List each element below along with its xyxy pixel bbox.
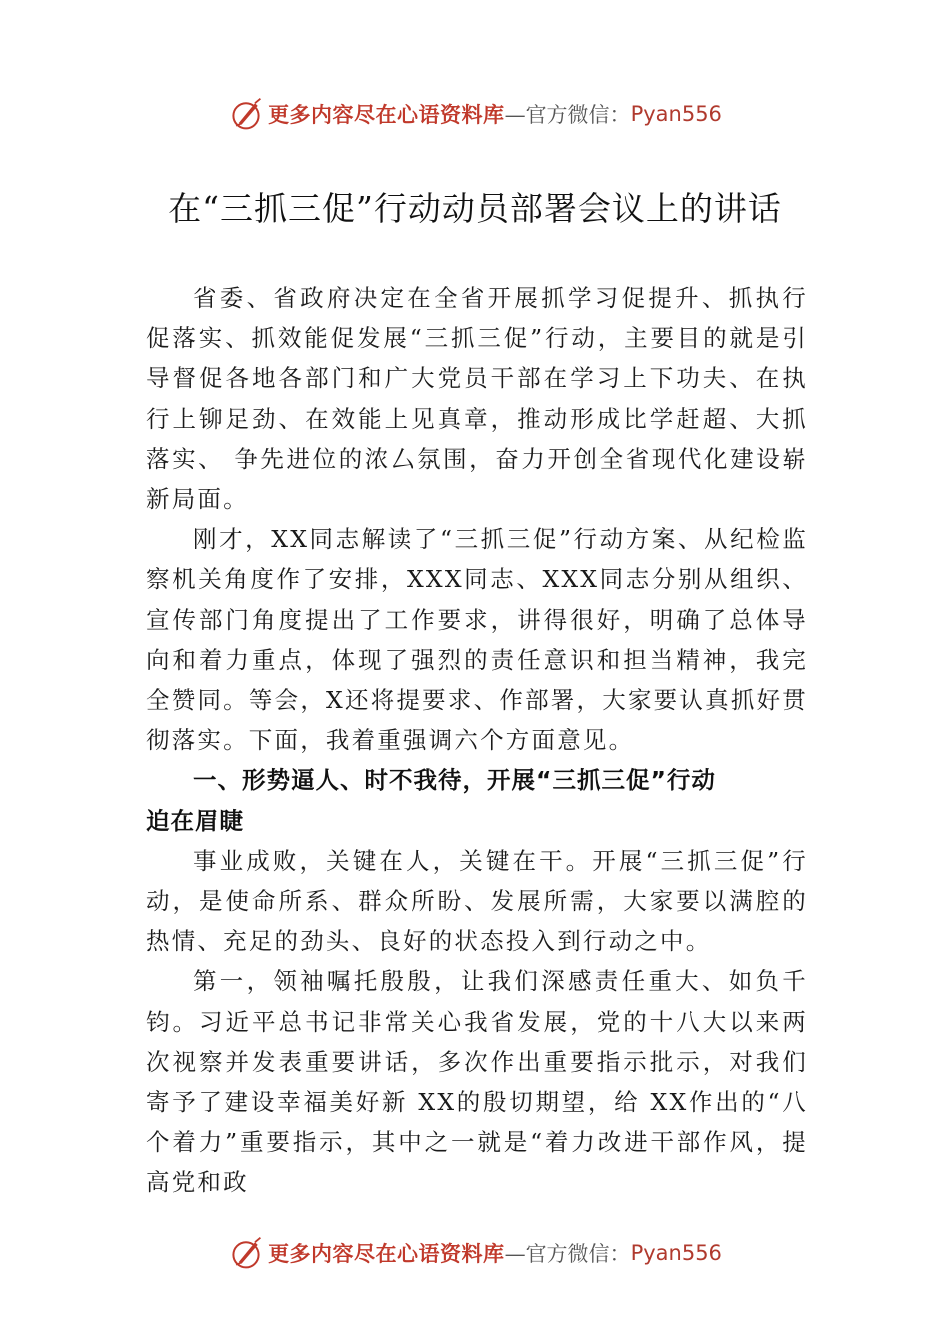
quill-pen-logo-icon [228,96,264,132]
document-body [146,278,808,1203]
watermark-wechat-id: Pyan556 [630,102,722,126]
document-title: 在“三抓三促”行动动员部署会议上的讲话 [168,189,782,228]
watermark-wechat-id: Pyan556 [630,1241,722,1265]
paragraph-intro: 省委、省政府决定在全省开展抓学习促提升、抓执行促落实、抓效能促发展“三抓三促”行动，主要目的就是引导督促各地各部门和广大党员干部在学习上下功夫、在执行上铆足劲、在效能上见真章，推动形成比学赶超、大抓落实、 争先进位的浓厶氛围，奋力开创全省现代化建设崭新局面。 [146,284,808,514]
section-heading-1: 一、形势逼人、时不我待，开展“三抓三促”行动 [193,766,716,795]
paragraph-remarks: 刚才，XX同志解读了“三抓三促”行动方案、从纪检监察机关角度作了安排，XXX同志、XXX同志分别从组织、宣传部门角度提出了工作要求，讲得很好，明确了总体导向和着力重点，体现了强烈的责任意识和担当精神，我完全赞同。等会，X还将提要求、作部署，大家要认真抓好贯彻落实。下面，我着重强调六个方面意见。 [146,525,808,755]
watermark-text: 更多内容尽在心语资料库 [268,1241,505,1266]
quill-pen-logo-icon [228,1235,264,1271]
watermark-banner-top [0,94,950,134]
paragraph-section1: 事业成败，关键在人，关键在干。开展“三抓三促”行动，是使命所系、群众所盼、发展所需，大家要以满腔的热情、充足的劲头、良好的状态投入到行动之中。 [146,846,808,956]
watermark-separator: —官方微信： [504,103,631,127]
watermark-text: 更多内容尽在心语资料库 [268,102,505,127]
paragraph-point-1: 第一，领袖嘱托殷殷，让我们深感责任重大、如负千钧。习近平总书记非常关心我省发展，党的十八大以来两次视察并发表重要讲话，多次作出重要指示批示，对我们寄予了建设幸福美好新 XX的殷切期望，给 XX作出的“八个着力”重要指示，其中之一就是“着力改进干部作风，提高党和政 [146,967,808,1197]
section-heading-1-cont: 迫在眉睫 [146,806,244,835]
watermark-separator: —官方微信： [504,1242,631,1266]
watermark-banner-bottom [0,1233,950,1273]
